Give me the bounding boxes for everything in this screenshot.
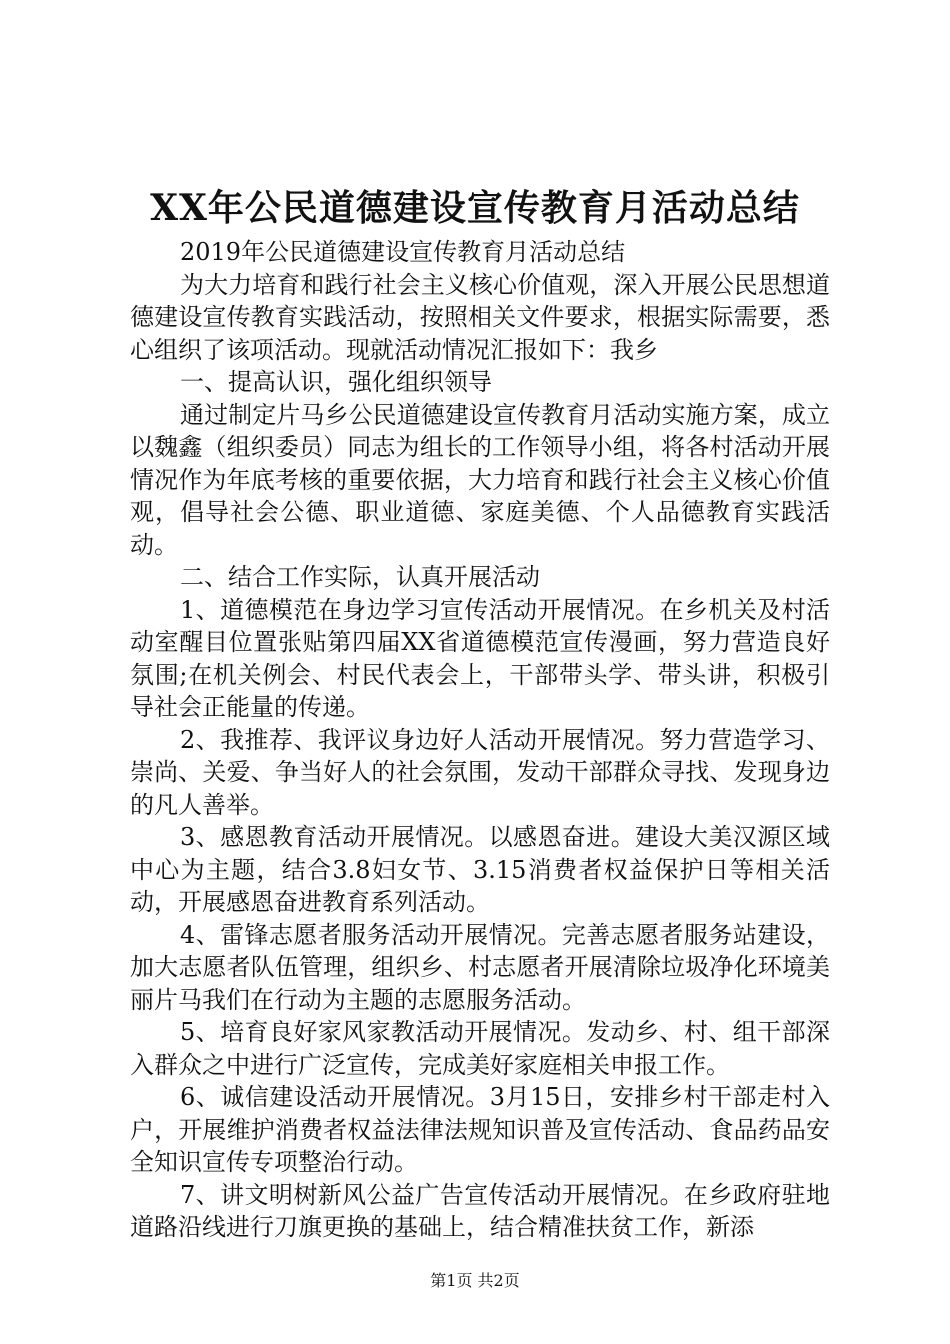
paragraph-item-4: 4、雷锋志愿者服务活动开展情况。完善志愿者服务站建设，加大志愿者队伍管理，组织乡、村志愿者开展清除垃圾净化环境美丽片马我们在行动为主题的志愿服务活动。 <box>130 920 830 1014</box>
section-heading-2: 二、结合工作实际，认真开展活动 <box>180 563 540 591</box>
paragraph-item-3: 3、感恩教育活动开展情况。以感恩奋进。建设大美汉源区域中心为主题，结合3.8妇女节、3.15消费者权益保护日等相关活动，开展感恩奋进教育系列活动。 <box>130 823 830 916</box>
document-title: XX年公民道德建设宣传教育月活动总结 <box>150 187 800 229</box>
paragraph-subtitle: 2019年公民道德建设宣传教育月活动总结 <box>180 238 626 266</box>
section-heading-1: 一、提高认识，强化组织领导 <box>180 368 492 396</box>
paragraph-item-1: 1、道德模范在身边学习宣传活动开展情况。在乡机关及村活动室醒目位置张贴第四届XX省道德模范宣传漫画，努力营造良好氛围;在机关例会、村民代表会上，干部带头学、带头讲，积极引导社会正能量的传递。 <box>130 595 830 721</box>
page-footer <box>0 1270 950 1292</box>
document-body <box>130 236 830 1244</box>
paragraph-item-5: 5、培育良好家风家教活动开展情况。发动乡、村、组干部深入群众之中进行广泛宣传，完成美好家庭相关申报工作。 <box>130 1018 830 1079</box>
paragraph-intro: 为大力培育和践行社会主义核心价值观，深入开展公民思想道德建设宣传教育实践活动，按照相关文件要求，根据实际需要，悉心组织了该项活动。现就活动情况汇报如下：我乡 <box>130 270 830 364</box>
paragraph-item-6: 6、诚信建设活动开展情况。3月15日，安排乡村干部走村入户，开展维护消费者权益法律法规知识普及宣传活动、食品药品安全知识宣传专项整治行动。 <box>130 1083 830 1176</box>
paragraph-item-7: 7、讲文明树新风公益广告宣传活动开展情况。在乡政府驻地道路沿线进行刀旗更换的基础上，结合精准扶贫工作，新添 <box>130 1180 830 1241</box>
paragraph-section-1: 通过制定片马乡公民道德建设宣传教育月活动实施方案，成立以魏鑫（组织委员）同志为组长的工作领导小组，将各村活动开展情况作为年底考核的重要依据，大力培育和践行社会主义核心价值观，倡导社会公德、职业道德、家庭美德、个人品德教育实践活动。 <box>130 400 830 559</box>
page-indicator: 第1页 共2页 <box>430 1271 520 1290</box>
paragraph-item-2: 2、我推荐、我评议身边好人活动开展情况。努力营造学习、崇尚、关爱、争当好人的社会氛围，发动干部群众寻找、发现身边的凡人善举。 <box>130 725 830 819</box>
